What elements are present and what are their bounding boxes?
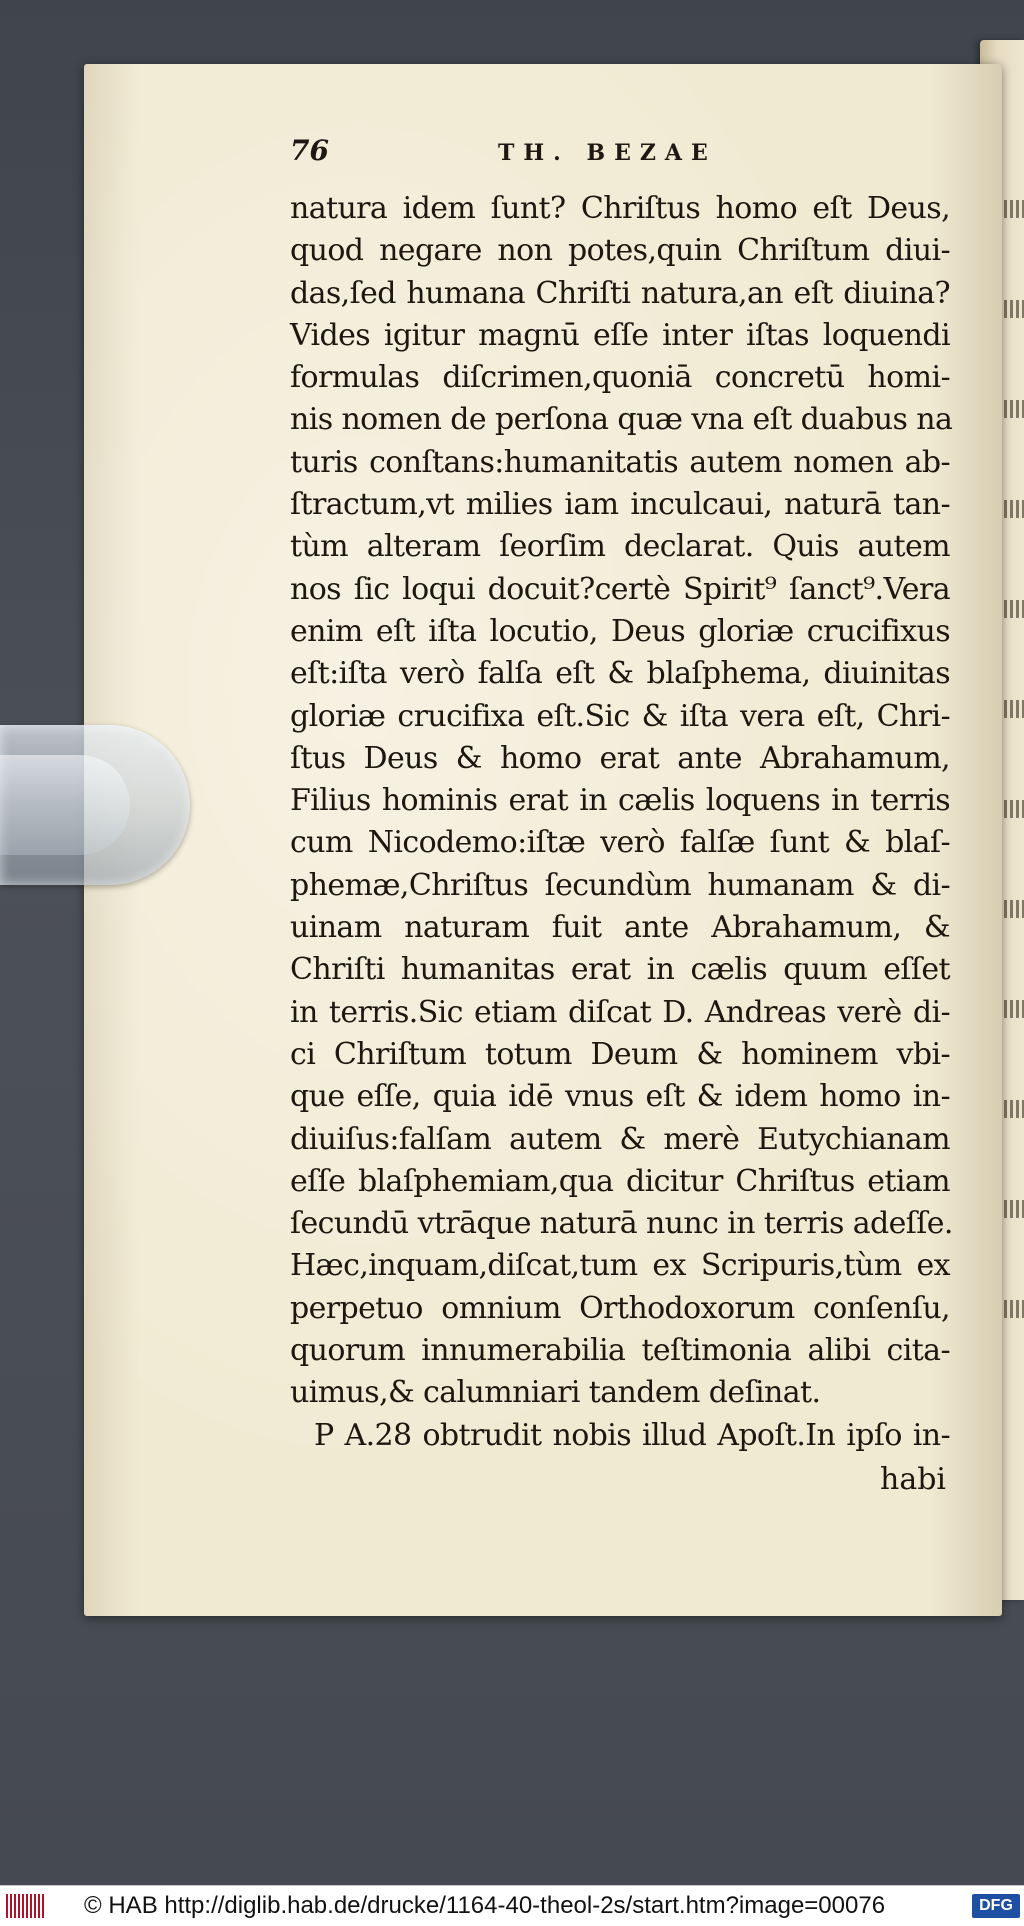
text-line: Vides igitur magnū eſſe inter iſtas loquendi — [290, 317, 950, 353]
text-line: Hæc,inquam,diſcat,tum ex Scripuris,tùm ex — [290, 1248, 950, 1284]
text-line: nis nomen de perſona quæ vna eſt duabus na — [290, 402, 953, 438]
text-line: natura idem ſunt? Chriſtus homo eſt Deus, — [290, 191, 950, 226]
page-clip-highlight — [0, 755, 130, 855]
text-line: turis conſtans:humanitatis autem nomen ab- — [290, 444, 950, 480]
text-line: formulas diſcrimen,quoniā concretū homi- — [290, 360, 950, 396]
text-line: Filius hominis erat in cælis loquens in terris — [290, 783, 950, 819]
running-head: TH. BEZAE — [498, 140, 717, 166]
text-line: tùm alteram ſeorſim declarat. Quis autem — [290, 529, 950, 565]
text-line: perpetuo omnium Orthodoxorum conſenſu, — [290, 1290, 950, 1326]
barcode-icon — [6, 1894, 46, 1918]
text-line: das,ſed humana Chriſti natura,an eſt diuina? — [290, 275, 950, 311]
text-line: enim eſt iſta locutio, Deus gloriæ crucifixus — [290, 613, 950, 649]
text-line: nos ſic loqui docuit?certè Spirit⁹ ſanct⁹.Vera — [290, 571, 950, 607]
text-line: quorum innumerabilia teſtimonia alibi cita- — [290, 1333, 950, 1369]
page-body-text — [290, 188, 953, 1457]
text-line: ſtractum,vt milies iam inculcaui, naturā tan- — [290, 487, 950, 523]
text-line: P A.28 obtrudit nobis illud Apoſt.In ipſo in- — [314, 1417, 950, 1453]
text-line: cum Nicodemo:iſtæ verò falſæ ſunt & blaſ- — [290, 825, 950, 861]
text-line: diuiſus:falſam autem & merè Eutychianam — [290, 1121, 950, 1157]
dfg-logo: DFG — [972, 1894, 1020, 1918]
text-line: uimus,& calumniari tandem deſinat. — [290, 1375, 821, 1411]
text-line: ſecundū vtrāque naturā nunc in terris adeſſe. — [290, 1206, 953, 1242]
text-line: ci Chriſtum totum Deum & hominem vbi- — [290, 1036, 950, 1072]
page-number: 76 — [290, 134, 329, 167]
copyright-url[interactable]: © HAB http://diglib.hab.de/drucke/1164-40-theol-2s/start.htm?image=00076 — [84, 1892, 886, 1919]
text-line: uinam naturam fuit ante Abrahamum, & — [290, 910, 950, 946]
text-line: quod negare non potes,quin Chriſtum diui- — [290, 233, 950, 269]
text-line: gloriæ crucifixa eſt.Sic & iſta vera eſt, Chri- — [290, 698, 950, 734]
text-line: Chriſti humanitas erat in cælis quum eſſet — [290, 952, 950, 988]
text-line: phemæ,Chriſtus ſecundùm humanam & di- — [290, 867, 950, 903]
text-line: eſt:iſta verò falſa eſt & blaſphema, diuinitas — [290, 656, 950, 692]
text-line: ſtus Deus & homo erat ante Abrahamum, — [290, 740, 950, 776]
text-line: in terris.Sic etiam diſcat D. Andreas verè di- — [290, 994, 950, 1030]
footer-bar — [0, 1885, 1024, 1926]
catchword: habi — [880, 1462, 947, 1497]
text-line: eſſe blaſphemiam,qua dicitur Chriſtus etiam — [290, 1163, 950, 1199]
text-line: que eſſe, quia idē vnus eſt & idem homo in- — [290, 1079, 950, 1115]
